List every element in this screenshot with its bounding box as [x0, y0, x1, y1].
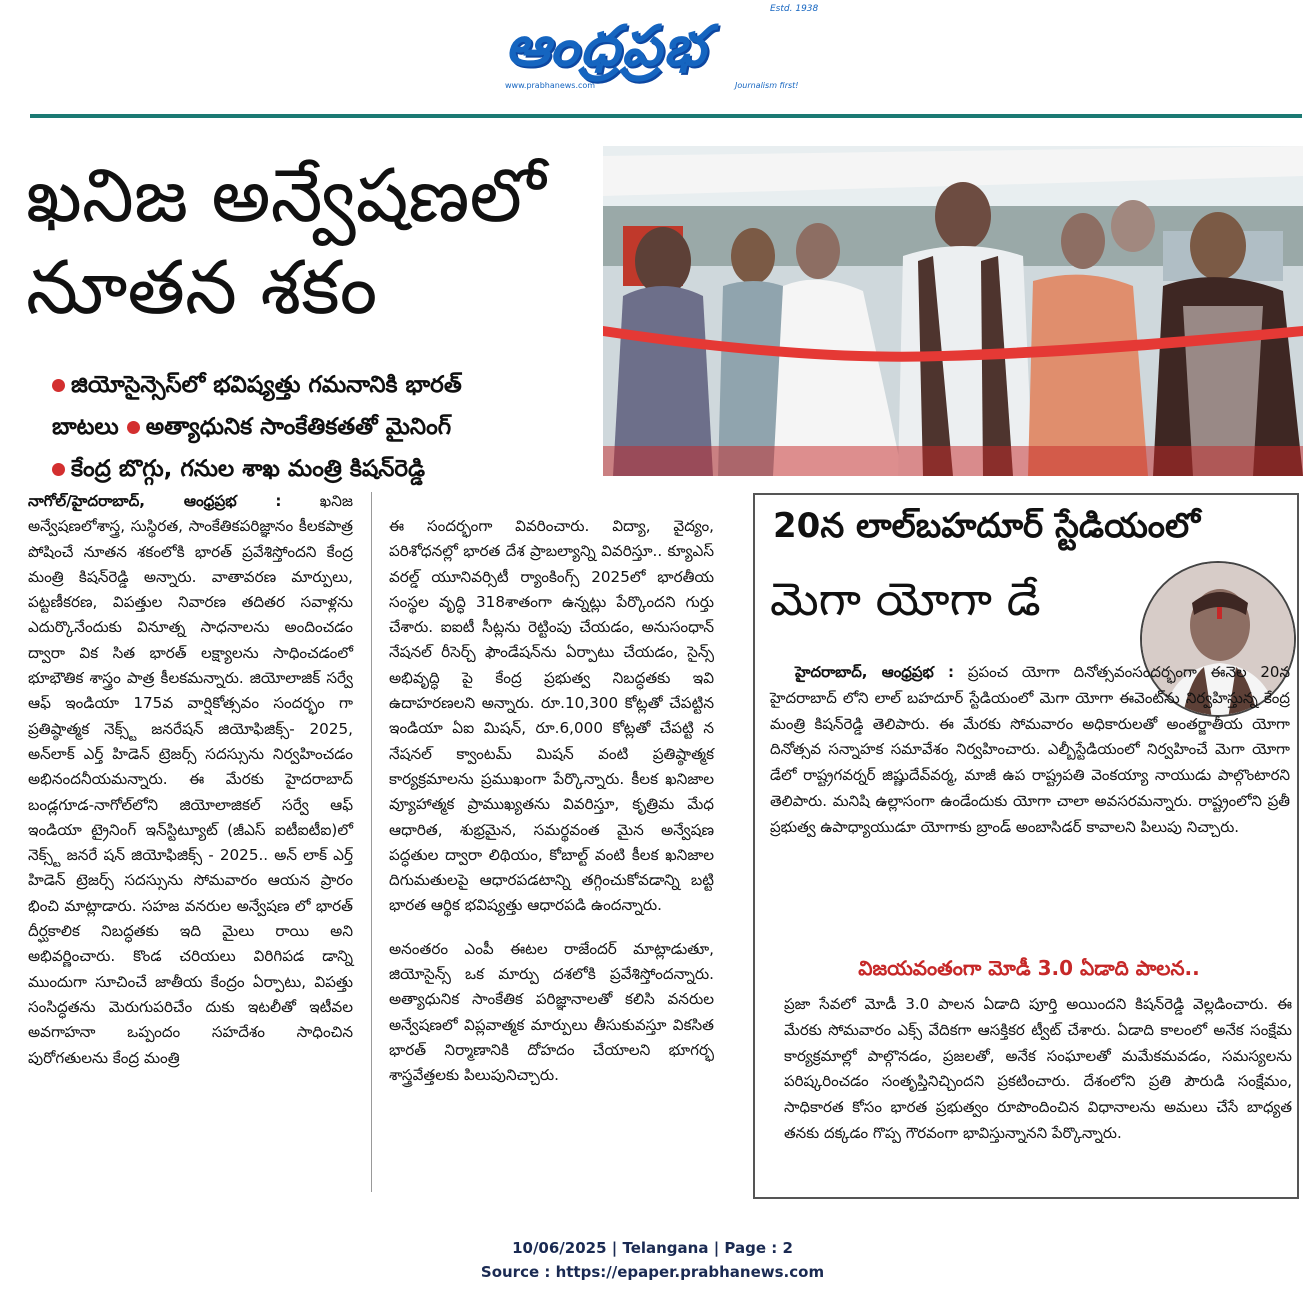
bullet-item: జియోసైన్సెస్‌లో భవిష్యత్తు గమనానికి భారత్ — [52, 364, 572, 406]
article-dateline: నాగోల్/హైదరాబాద్, ఆంధ్రప్రభ : — [28, 492, 282, 510]
headline-line-1: ఖనిజ అన్వేషణలో — [26, 153, 546, 239]
yoga-story-para-1 — [770, 660, 1290, 841]
yoga-story-subheading: విజయవంతంగా మోడీ 3.0 ఏడాది పాలన.. — [858, 956, 1200, 980]
yoga-story-para-2: ప్రజా సేవలో మోడీ 3.0 పాలన ఏడాది పూర్తి అయిందని కిషన్‌రెడ్డి వెల్లడించారు. ఈ మేరకు సోమవారం ఎక్స్ వేదికగా ఆసక్తికర ట్వీట్ చేశారు. ఏడాది కాలంలో అనేక సంక్షేమ కార్యక్రమాల్లో పాల్గొనడం, ప్రజలతో, అనేక సంఘాలతో మమేకమవడం, సమస్యలను పరిష్కరించడం సంతృప్తినిచ్చిందని ప్రకటించారు. దేశంలోని ప్రతి పౌరుడి సంక్షేమం, సాధికారత కోసం భారత ప్రభుత్వం రూపొందించిన విధానాలను అమలు చేసే బాధ్యత తనకు దక్కడం గొప్ప గౌరవంగా భావిస్తున్నానని పేర్కొన్నారు. — [784, 995, 1292, 1142]
logo-tagline: Journalism first! — [735, 81, 799, 90]
article-column-1-text: ఖనిజ అన్వేషణలోశాస్త్ర, సుస్థిరత, సాంకేతికపరిజ్ఞానం కీలకపాత్ర పోషించే నూతన శకంలోకి భారత్ ప్రవేశిస్తోందని కేంద్ర మంత్రి కిషన్‌రెడ్డి అన్నారు. వాతావరణ మార్పులు, పట్టణీకరణ, విపత్తుల నివారణ తదితర సవాళ్లను ఎదుర్కొనేందుకు వినూత్న సాధనాలను అందించడం ద్వారా విక సిత భారత్ లక్ష్యాలను సాధించడంలో భూభౌతిక శాస్త్రం పాత్ర కీలకమన్నారు. జియోలాజిక్ సర్వే ఆఫ్ ఇండియా 175వ వార్షికోత్సవం సందర్భం గా ప్రతిష్ఠాత్మక నెక్స్ట్ జనరేషన్ జియోఫిజిక్స్- 2025, అన్‌లాక్ ఎర్త్ హిడెన్ ట్రెజర్స్ సదస్సును నిర్వహించడం అభినందనీయమన్నారు. ఈ మేరకు హైదరాబాద్ బండ్లగూడ-నాగోల్‌లోని జియోలాజికల్ సర్వే ఆఫ్ ఇండియా ట్రైనింగ్ ఇన్‌స్టిట్యూట్ (జీఎస్ ఐటీఐటీఐ)లో నెక్స్ట్ జనరే షన్ జియోఫిజిక్స్ - 2025.. అన్ లాక్ ఎర్త్ హిడెన్ ట్రెజర్స్ సదస్సును సోమవారం ఆయన ప్రారం భించి మాట్లాడారు. సహజ వనరుల అన్వేషణ లో భారత్ దీర్ఘకాలిక నిబద్ధతకు ఇది మైలు రాయి అని అభివర్ణించారు. కొండ చరియలు విరిగిపడ డాన్ని ముందుగా సూచించే జాతీయ కేంద్రం ఏర్పాటు, విపత్తు సంసిద్ధతను మెరుగుపరిచేం దుకు ఇటలీతో ఇటీవల అవగాహనా ఒప్పందం సహదేశం సాధించిన పురోగతులను కేంద్ర మంత్రి — [28, 492, 353, 1067]
footer-date-edition: 10/06/2025 | Telangana | Page : 2 — [512, 1239, 793, 1257]
established-year: Estd. 1938 — [770, 4, 819, 14]
yoga-story-headline-line-1: 20న లాల్‌బహదూర్ స్టేడియంలో — [773, 506, 1201, 546]
article-headline — [26, 150, 586, 334]
newspaper-logo[interactable]: ఆంధ్రప్రభ — [505, 14, 708, 79]
yoga-story-headline-line-2: మెగా యోగా డే — [770, 572, 1041, 626]
page-footer — [0, 1236, 1305, 1284]
article-column-2 — [389, 514, 714, 1089]
masthead-rule — [30, 114, 1302, 118]
column-divider — [371, 492, 372, 1192]
headline-bullets — [52, 364, 572, 490]
bullet-dot-icon — [127, 421, 140, 434]
bullet-item: కేంద్ర బొగ్గు, గనుల శాఖ మంత్రి కిషన్‌రెడ్డి — [52, 448, 572, 490]
article-column-2-para-1: ఈ సందర్భంగా వివరించారు. విద్యా, వైద్యం, పరిశోధనల్లో భారత దేశ ప్రాబల్యాన్ని వివరిస్తూ.. క్యూఎస్ వరల్డ్ యూనివర్సిటీ ర్యాంకింగ్స్ 2025లో భారతీయ సంస్థల వృద్ధి 318శాతంగా ఉన్నట్లు పేర్కొందని గుర్తు చేశారు. ఐఐటీ సీట్లను రెట్టింపు చేయడం, అనుసంధాన్ నేషనల్ రీసెర్చ్ ఫౌండేషన్‌ను ఏర్పాటు చేయడం, సైన్స్ అభివృద్ధి పై కేంద్ర ప్రభుత్వ నిబద్ధతకు ఇవి ఉదాహరణలని అన్నారు. రూ.10,300 కోట్లతో చేపట్టిన ఇండియా ఏఐ మిషన్, రూ.6,000 కోట్లతో చేపట్టి న నేషనల్ క్వాంటమ్ మిషన్ వంటి ప్రతిష్ఠాత్మక కార్యక్రమాలను ప్రముఖంగా పేర్కొన్నారు. కీలక ఖనిజాల వ్యూహాత్మక ప్రాముఖ్యతను వివరిస్తూ, కృత్రిమ మేధ ఆధారిత, శుభ్రమైన, సమర్థవంత మైన అన్వేషణ పద్ధతుల ద్వారా లిథియం, కోబాల్ట్ వంటి కీలక ఖనిజాల దిగుమతులపై ఆధారపడటాన్ని తగ్గించుకోవడాన్ని బట్టి భారత ఆర్థిక భవిష్యత్తు ఆధారపడి ఉందన్నారు. — [389, 517, 714, 915]
ribbon-cutting-photo[interactable] — [603, 146, 1303, 476]
article-column-1 — [28, 489, 353, 1071]
headline-line-2: నూతన శకం — [26, 245, 378, 331]
bullet-dot-icon — [52, 463, 65, 476]
article-column-2-para-2: అనంతరం ఎంపీ ఈటల రాజేందర్ మాట్లాడుతూ, జియోసైన్స్ ఒక మార్పు దశలోకి ప్రవేశిస్తోందన్నారు. అత్యాధునిక సాంకేతిక పరిజ్ఞానాలతో కలిసి వనరుల అన్వేషణలో విప్లవాత్మక మార్పులు తీసుకువస్తూ వికసిత భారత్ నిర్మాణానికి దోహదం చేయాలని భూగర్భ శాస్త్రవేత్తలకు పిలుపునిచ్చారు. — [389, 939, 714, 1085]
yoga-story-dateline: హైదరాబాద్, ఆంధ్రప్రభ : — [795, 663, 955, 681]
footer-source-link[interactable]: Source : https://epaper.prabhanews.com — [480, 1263, 825, 1281]
bullet-dot-icon — [52, 379, 65, 392]
logo-website: www.prabhanews.com — [505, 81, 596, 90]
bullet-item: బాటలు అత్యాధునిక సాంకేతికతతో మైనింగ్ — [52, 414, 452, 440]
yoga-story-para-1-text: ప్రపంచ యోగా దినోత్సవంసందర్భంగా ఈనెల 20న హైదరాబాద్ లోని లాల్ బహదూర్ స్టేడియంలో మెగా యోగా ఈవెంట్‌ను నిర్వహిస్తున్న కేంద్ర మంత్రి కిషన్‌రెడ్డి తెలిపారు. ఈ మేరకు సోమవారం అధికారులతో అంతర్జాతీయ యోగా దినోత్సవ సన్నాహక సమావేశం నిర్వహించారు. ఎల్బీస్టేడియంలో నిర్వహించే మెగా యోగా డేలో రాష్ట్రగవర్నర్ జిష్ణుదేవ్‌వర్మ, మాజీ ఉప రాష్ట్రపతి వెంకయ్యా నాయుడు పాల్గొంటారని తెలిపారు. మనిషి ఉల్లాసంగా ఉండేందుకు యోగా చాలా అవసరమన్నారు. రాష్ట్రంలోని ప్రతీ ప్రభుత్వ ఉపాధ్యాయుడూ యోగాకు బ్రాండ్ అంబాసిడర్ కావాలని పిలుపు నిచ్చారు. — [770, 663, 1290, 836]
